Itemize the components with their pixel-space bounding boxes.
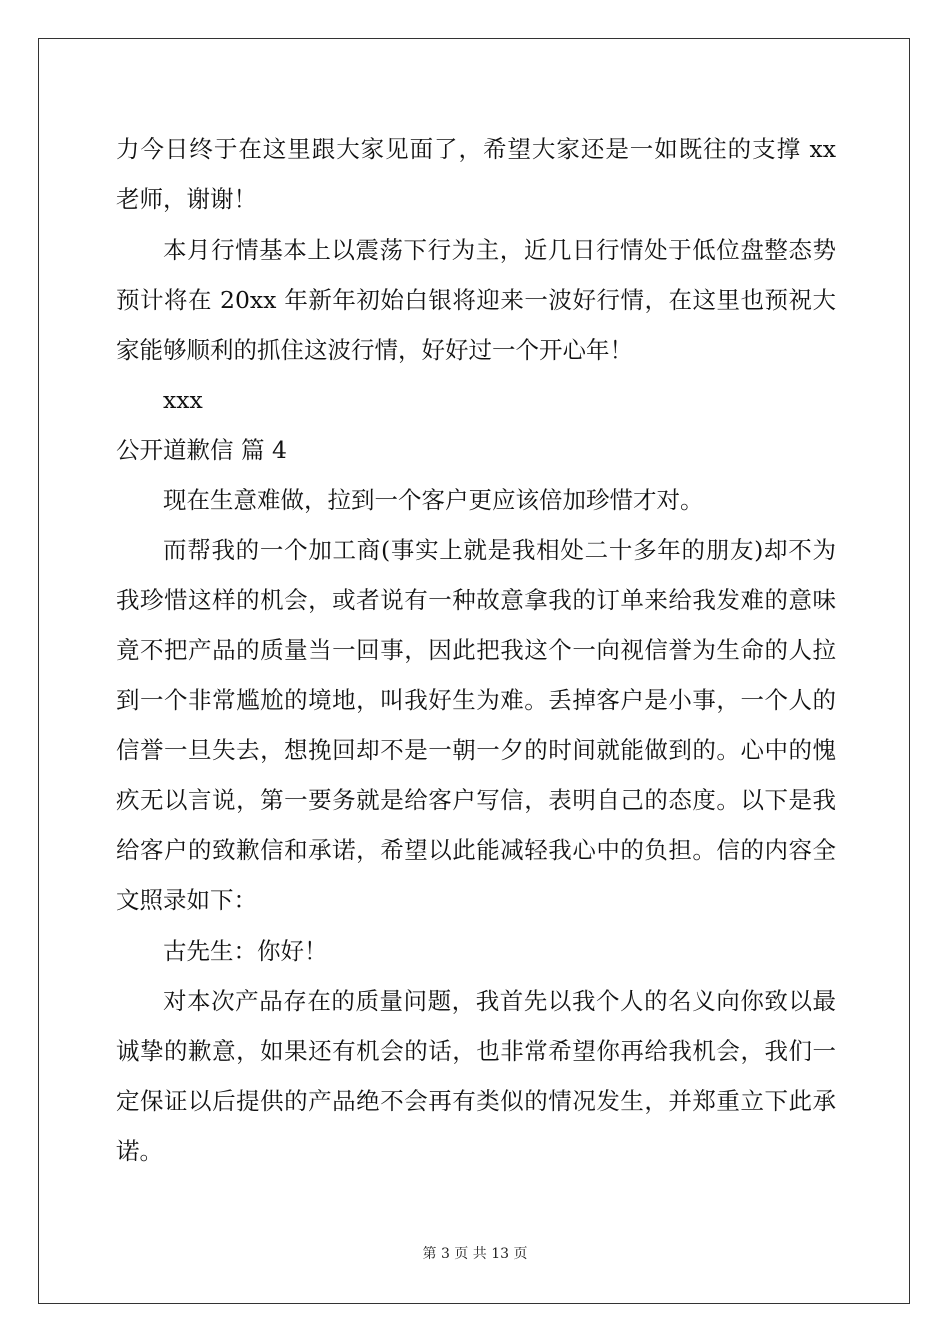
text-line: 对本次产品存在的质量问题，我首先以我个人的名义向你致以最 xyxy=(163,987,836,1015)
text-line: 诺。 xyxy=(116,1137,163,1165)
page-number-footer: 第 3 页 共 13 页 xyxy=(422,1246,528,1262)
text-line: 给客户的致歉信和承诺，希望以此能减轻我心中的负担。信的内容全 xyxy=(116,836,836,864)
salutation: 古先生：你好！ xyxy=(163,937,328,965)
text-line: 信誉一旦失去，想挽回却不是一朝一夕的时间就能做到的。心中的愧 xyxy=(116,736,836,764)
text-line: 预计将在 20xx 年新年初始白银将迎来一波好行情，在这里也预祝大 xyxy=(116,286,836,314)
text-line: 家能够顺利的抓住这波行情，好好过一个开心年！ xyxy=(116,336,633,364)
text-line: 到一个非常尴尬的境地，叫我好生为难。丢掉客户是小事，一个人的 xyxy=(116,686,836,714)
signature: xxx xyxy=(163,386,203,414)
text-line: 我珍惜这样的机会，或者说有一种故意拿我的订单来给我发难的意味 xyxy=(116,586,836,614)
text-line: 现在生意难做，拉到一个客户更应该倍加珍惜才对。 xyxy=(163,486,704,514)
text-line: 诚挚的歉意，如果还有机会的话，也非常希望你再给我机会，我们一 xyxy=(116,1037,836,1065)
section-heading: 公开道歉信 篇 4 xyxy=(116,436,287,464)
text-line: 老师，谢谢！ xyxy=(116,185,257,213)
text-line: 而帮我的一个加工商(事实上就是我相处二十多年的朋友)却不为 xyxy=(163,536,836,564)
text-line: 疚无以言说，第一要务就是给客户写信，表明自己的态度。以下是我 xyxy=(116,786,836,814)
text-line: 竟不把产品的质量当一回事，因此把我这个一向视信誉为生命的人拉 xyxy=(116,636,836,664)
text-line: 本月行情基本上以震荡下行为主，近几日行情处于低位盘整态势 xyxy=(163,236,836,264)
text-line: 力今日终于在这里跟大家见面了，希望大家还是一如既往的支撑 xx xyxy=(116,135,836,163)
text-line: 文照录如下： xyxy=(116,886,257,914)
text-line: 定保证以后提供的产品绝不会再有类似的情况发生，并郑重立下此承 xyxy=(116,1087,836,1115)
